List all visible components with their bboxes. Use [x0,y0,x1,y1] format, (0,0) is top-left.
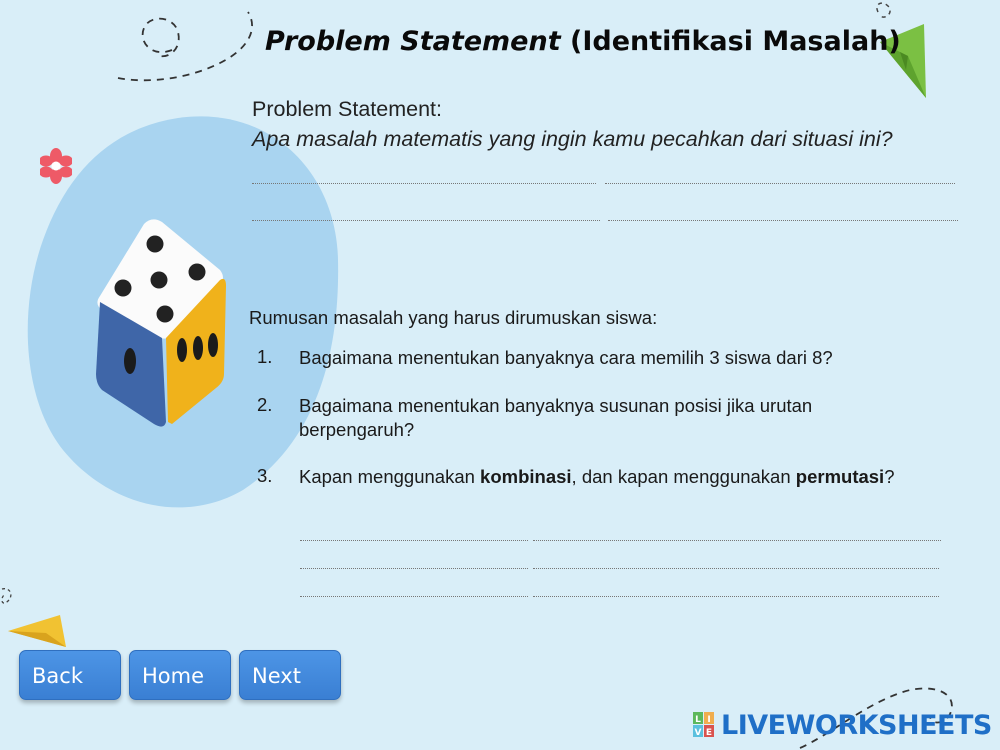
title-emphasis: Problem Statement [265,26,561,57]
dice-icon [92,218,232,430]
liveworksheets-logo [693,707,992,743]
list-item-number: 2. [257,394,273,415]
home-button[interactable]: Home [129,650,231,700]
svg-text:V: V [694,728,702,738]
title-rest: (Identifikasi Masalah) [560,26,901,57]
list-item-number: 1. [257,346,273,367]
keyword-permutasi: permutasi [795,466,885,487]
list-item-text: Bagaimana menentukan banyaknya susunan posisi jika urutan berpengaruh? [299,395,813,440]
answer-line [533,568,939,569]
back-button[interactable]: Back [19,650,121,700]
answer-line [300,540,528,541]
problem-statement-question: Apa masalah matematis yang ingin kamu pecahkan dari situasi ini? [252,127,893,151]
answer-line [533,596,939,597]
problem-statement-heading: Problem Statement: [252,97,443,121]
dashed-swirl-decoration [110,8,260,86]
answer-line [605,183,955,184]
list-item-text: Bagaimana menentukan banyaknya cara memilih 3 siswa dari 8? [299,347,833,368]
list-item-number: 3. [257,465,273,486]
list-item-text: Kapan menggunakan kombinasi, dan kapan menggunakan permutasi? [299,466,895,487]
page-title [265,26,901,57]
logo-badge-icon [693,712,715,738]
answer-line [252,220,600,221]
next-button[interactable]: Next [239,650,341,700]
small-paper-plane-icon [0,585,80,650]
svg-text:L: L [695,715,701,725]
flower-icon [40,148,72,184]
answer-line [300,596,528,597]
answer-line [252,183,596,184]
answer-line [608,220,958,221]
svg-text:I: I [707,715,711,725]
brand-name: LIVEWORKSHEETS [721,709,992,741]
rumusan-label: Rumusan masalah yang harus dirumuskan siswa: [249,307,658,328]
keyword-kombinasi: kombinasi [480,466,572,487]
svg-text:E: E [705,728,713,738]
answer-line [533,540,941,541]
answer-line [300,568,528,569]
